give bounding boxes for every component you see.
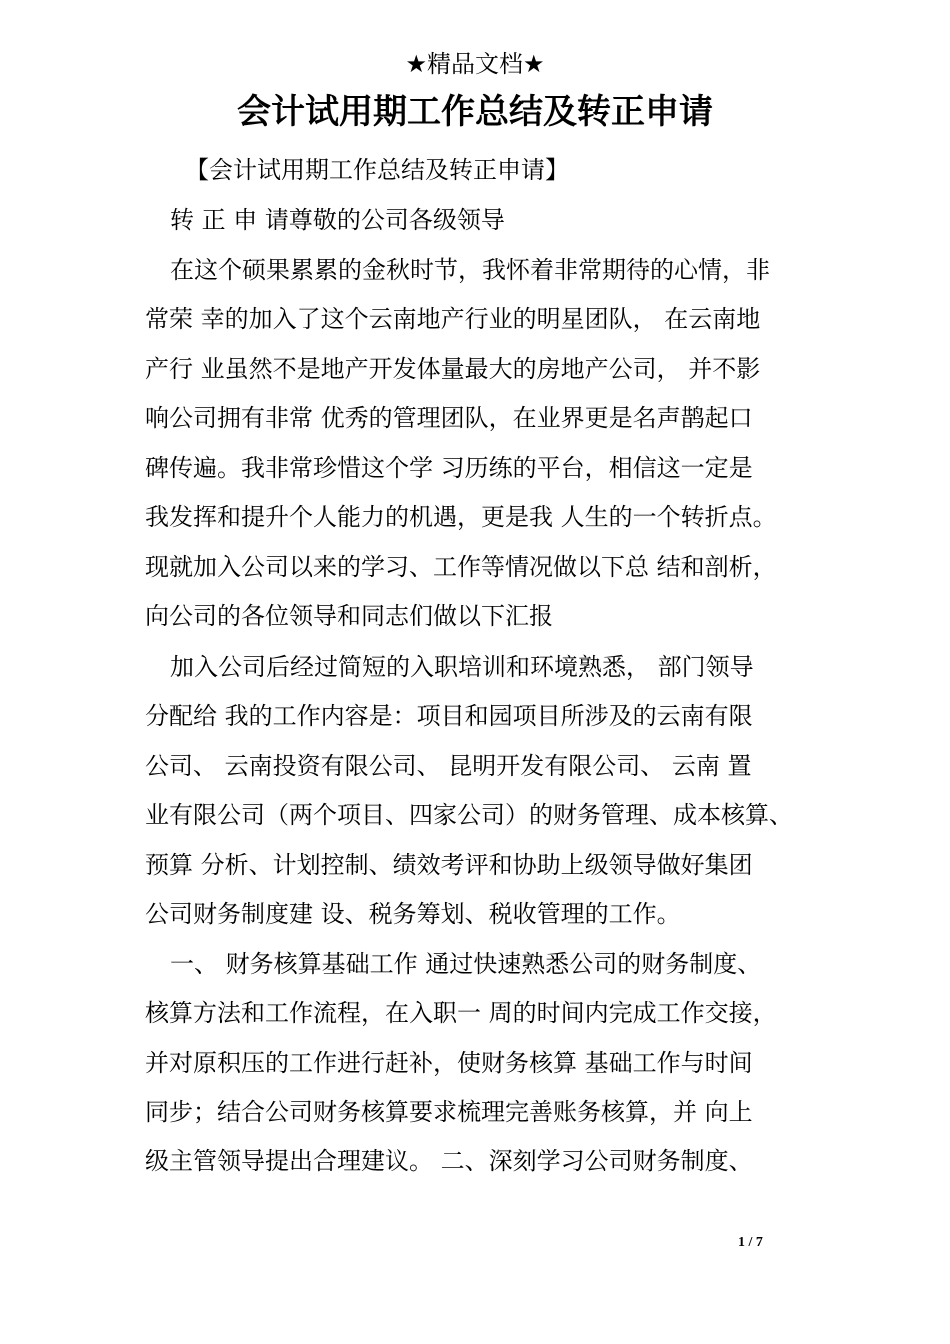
paragraph-line: 转 正 申 请尊敬的公司各级领导 <box>170 206 505 234</box>
paragraph-line: 预算 分析、计划控制、绩效考评和协助上级领导做好集团 <box>145 851 753 879</box>
page-header: ★精品文档★ <box>405 50 545 78</box>
paragraph-line: 一、 财务核算基础工作 通过快速熟悉公司的财务制度、 <box>170 950 762 978</box>
document-title: 会计试用期工作总结及转正申请 <box>237 92 713 132</box>
paragraph-line: 在这个硕果累累的金秋时节，我怀着非常期待的心情，非 <box>170 256 770 284</box>
paragraph-line: 【会计试用期工作总结及转正申请】 <box>185 156 569 184</box>
paragraph-line: 产行 业虽然不是地产开发体量最大的房地产公司， 并不影 <box>145 355 761 383</box>
paragraph-line: 级主管领导提出合理建议。 二、深刻学习公司财务制度、 <box>145 1147 753 1175</box>
paragraph-line: 我发挥和提升个人能力的机遇，更是我 人生的一个转折点。 <box>145 503 777 531</box>
page-number: 1 / 7 <box>738 1235 763 1250</box>
paragraph-line: 现就加入公司以来的学习、工作等情况做以下总 结和剖析， <box>145 553 777 581</box>
paragraph-line: 并对原积压的工作进行赶补，使财务核算 基础工作与时间 <box>145 1049 753 1077</box>
paragraph-line: 分配给 我的工作内容是：项目和园项目所涉及的云南有限 <box>145 702 753 730</box>
paragraph-line: 碑传遍。我非常珍惜这个学 习历练的平台，相信这一定是 <box>145 454 753 482</box>
paragraph-line: 公司财务制度建 设、税务筹划、税收管理的工作。 <box>145 900 681 928</box>
paragraph-line: 公司、 云南投资有限公司、 昆明开发有限公司、 云南 置 <box>145 752 752 780</box>
paragraph-line: 核算方法和工作流程，在入职一 周的时间内完成工作交接， <box>145 999 777 1027</box>
paragraph-line: 向公司的各位领导和同志们做以下汇报 <box>145 602 553 630</box>
paragraph-line: 业有限公司（两个项目、四家公司）的财务管理、成本核算、 <box>145 801 793 829</box>
paragraph-line: 同步；结合公司财务核算要求梳理完善账务核算，并 向上 <box>145 1098 753 1126</box>
paragraph-line: 响公司拥有非常 优秀的管理团队，在业界更是名声鹊起口 <box>145 404 753 432</box>
paragraph-line: 常荣 幸的加入了这个云南地产行业的明星团队， 在云南地 <box>145 305 761 333</box>
paragraph-line: 加入公司后经过简短的入职培训和环境熟悉， 部门领导 <box>170 653 754 681</box>
